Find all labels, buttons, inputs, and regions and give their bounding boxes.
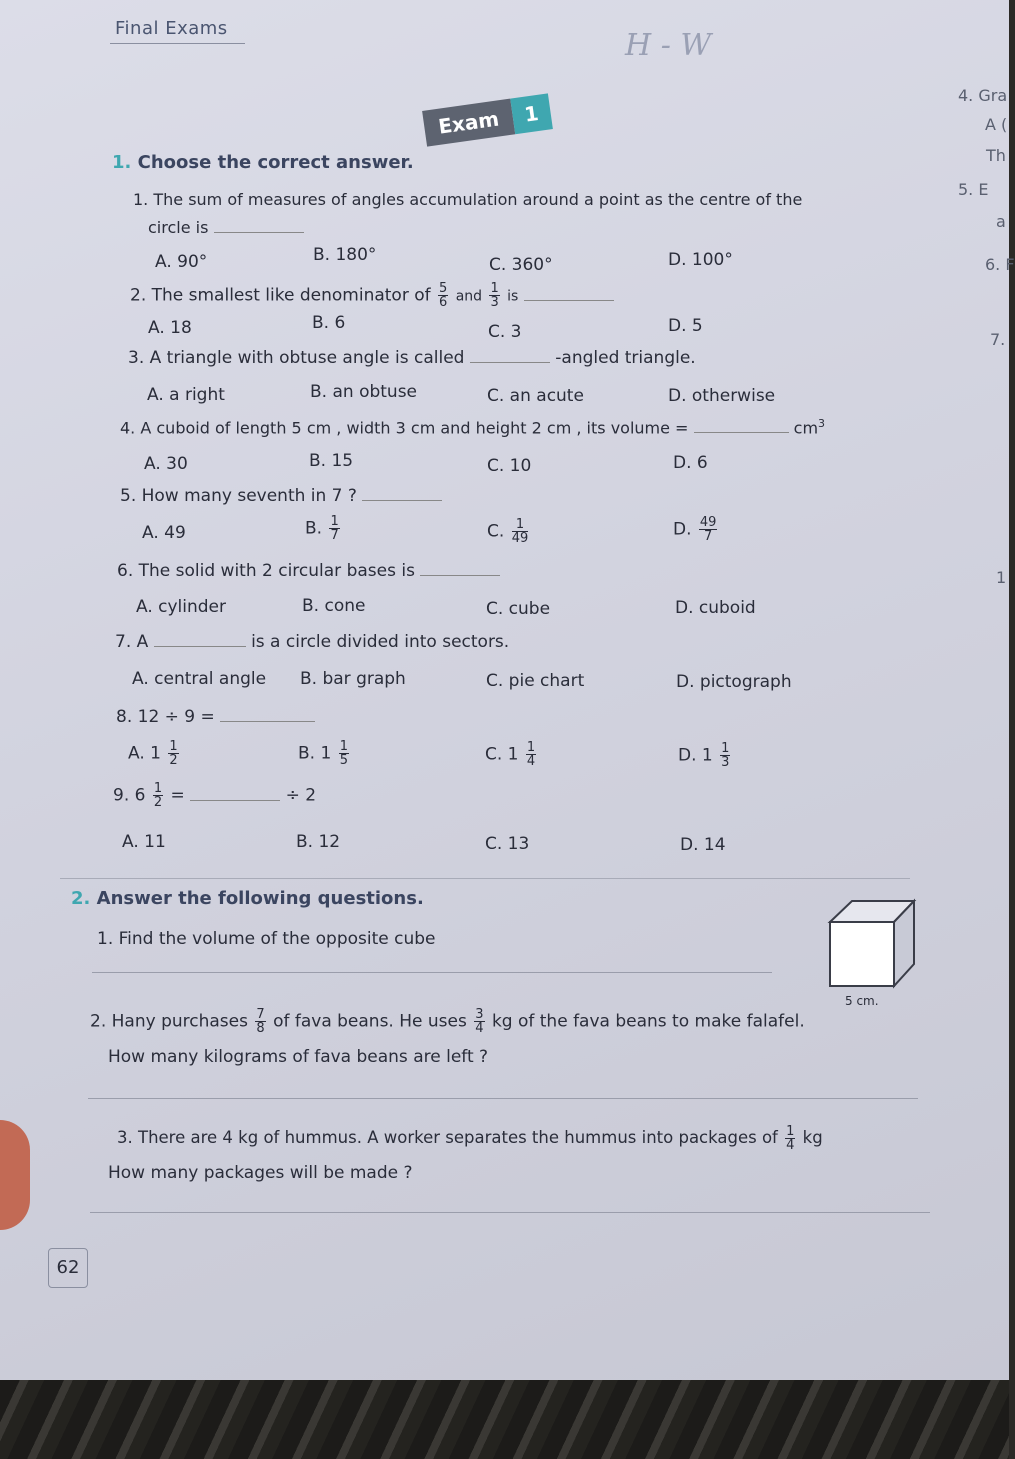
cube-dimension-label: 5 cm. [845,994,879,1008]
fraction [512,518,529,545]
answer-blank [694,432,789,433]
answer-blank [154,646,246,647]
numerator: 1 [512,518,529,532]
header-underline [110,43,245,44]
answer-blank [362,500,442,501]
section-2-heading: Answer the following questions. [96,888,424,909]
q1-option-d: D. 100° [668,250,733,270]
exam-badge-label: Exam [422,99,515,147]
answer-question-3 [117,1125,823,1152]
denominator: 2 [153,795,163,810]
cube-figure [826,898,918,990]
fraction [526,741,536,768]
numerator: 1 [169,739,178,754]
q7-option-c: C. pie chart [486,671,585,691]
question-9 [113,782,316,809]
section-divider [60,878,910,879]
question-1-cont [148,218,304,237]
q7-option-d: D. pictograph [676,672,792,692]
numerator: 1 [526,740,536,755]
fraction [339,740,349,767]
q5-option-b [305,515,342,542]
q6-option-a: A. cylinder [136,597,227,617]
answer-question-2-end: kg of the fava beans to make falafel. [491,1011,805,1032]
handwritten-note: H - W [625,28,712,63]
q2-option-d: D. 5 [668,316,703,336]
margin-text: 1 [996,568,1007,587]
option-label: B. 1 [298,743,332,764]
q9-option-b: B. 12 [296,832,341,852]
q2-option-c: C. 3 [488,322,522,342]
question-3-text: 3. A triangle with obtuse angle is called [128,348,465,368]
numerator: 1 [490,281,499,296]
q6-option-c: C. cube [486,599,551,619]
fraction [489,282,499,309]
question-1: 1. The sum of measures of angles accumulation around a point as the centre of the [133,190,803,209]
answer-question-3-text: 3. There are 4 kg of hummus. A worker separates the hummus into packages of [117,1128,778,1147]
q1-option-c: C. 360° [489,255,553,275]
numerator: 1 [786,1124,795,1139]
denominator: 7 [330,528,339,543]
answer-line [90,1212,930,1213]
margin-text: 7. [990,330,1006,349]
denominator: 6 [439,295,448,310]
answer-question-2-mid: of fava beans. He uses [273,1011,467,1032]
background-fabric [0,1380,1009,1459]
q8-option-c [485,741,538,768]
margin-text: a [996,212,1006,231]
denominator: 8 [256,1021,265,1036]
question-7-text: is a circle divided into sectors. [251,632,510,652]
answer-blank [420,575,500,576]
margin-text: 4. Gra [958,86,1008,105]
margin-text: Th [986,146,1006,165]
q3-option-b: B. an obtuse [310,382,418,402]
question-1-cont-text: circle is [148,218,209,237]
denominator: 4 [475,1021,484,1036]
numerator: 1 [153,781,163,796]
q6-option-d: D. cuboid [675,598,756,618]
question-3 [128,348,696,368]
q3-option-d: D. otherwise [668,386,776,406]
q7-option-a: A. central angle [132,669,267,689]
question-8-text: 8. 12 ÷ 9 = [116,707,215,727]
question-7-prefix: 7. A [115,632,149,652]
answer-blank [190,800,280,801]
cube-front-face [830,922,894,986]
q4-option-d: D. 6 [673,453,708,473]
fraction [168,740,178,767]
option-label: C. [487,521,505,542]
answer-blank [524,300,614,301]
question-4-unit: cm [793,418,819,438]
section-1-title [112,152,414,173]
denominator: 2 [169,753,178,768]
question-6-text: 6. The solid with 2 circular bases is [117,561,415,581]
denominator: 49 [511,531,529,546]
answer-blank [470,362,550,363]
section-2-number: 2. [71,888,91,909]
question-3-suffix: -angled triangle. [555,348,696,368]
numerator: 1 [721,741,730,756]
question-2 [130,282,614,309]
fraction [329,515,339,542]
fraction [438,282,448,309]
option-label: D. 1 [678,745,713,766]
page-number: 62 [48,1248,88,1288]
question-4-exponent: 3 [818,417,826,430]
q5-option-c [487,518,530,545]
exam-badge-number: 1 [510,93,553,134]
option-label: D. [673,519,692,540]
thumb-photo-artifact [0,1120,30,1230]
page-header: Final Exams [115,18,228,39]
margin-text: A ( [985,115,1008,134]
answer-line [92,972,772,973]
margin-text: 6. F [985,255,1015,274]
q8-option-b [298,740,351,767]
fraction [720,742,730,769]
section-1-heading: Choose the correct answer. [137,152,414,173]
q8-option-a [128,740,181,767]
question-9-suffix: ÷ 2 [285,785,317,806]
question-6 [117,561,500,581]
question-4 [120,417,825,437]
fraction [699,516,718,543]
question-2-and: and [455,288,483,305]
fraction [785,1125,795,1152]
q2-option-a: A. 18 [148,318,192,338]
answer-blank [220,721,315,722]
q4-option-b: B. 15 [309,451,354,471]
fraction [255,1008,265,1035]
fraction [153,782,163,809]
answer-blank [214,232,304,233]
denominator: 7 [704,529,713,544]
q1-option-a: A. 90° [155,252,208,272]
q6-option-b: B. cone [302,596,366,616]
q5-option-a: A. 49 [142,523,186,543]
denominator: 3 [490,295,499,310]
question-4-text: 4. A cuboid of length 5 cm , width 3 cm and height 2 cm , its volume = [120,418,689,438]
numerator: 1 [339,739,348,754]
answer-question-3-unit: kg [802,1128,823,1147]
denominator: 4 [786,1138,795,1153]
fraction [474,1008,484,1035]
q4-option-c: C. 10 [487,456,532,476]
denominator: 4 [526,754,536,769]
margin-text: 5. E [958,180,989,199]
q1-option-b: B. 180° [313,245,377,265]
answer-question-2-line2: How many kilograms of fava beans are left ? [108,1047,489,1067]
numerator: 7 [256,1007,265,1022]
exam-badge [422,93,553,146]
numerator: 5 [439,281,448,296]
option-label: A. 1 [128,743,161,764]
section-2-title [71,888,424,909]
question-5 [120,486,442,506]
answer-question-2-text: 2. Hany purchases [90,1011,248,1032]
q9-option-c: C. 13 [485,834,530,854]
numerator: 49 [699,515,717,530]
question-5-text: 5. How many seventh in 7 ? [120,486,357,506]
q9-option-a: A. 11 [122,832,166,852]
q2-option-b: B. 6 [312,313,346,333]
question-8 [116,707,315,727]
q4-option-a: A. 30 [144,454,188,474]
option-label: B. [305,518,323,539]
section-1-number: 1. [112,152,132,173]
q3-option-c: C. an acute [487,386,584,406]
answer-question-1: 1. Find the volume of the opposite cube [97,929,436,949]
q7-option-b: B. bar graph [300,669,406,689]
answer-question-2 [90,1008,805,1035]
question-7 [115,632,509,652]
numerator: 1 [330,514,339,529]
denominator: 5 [339,753,348,768]
question-2-text: 2. The smallest like denominator of [130,285,431,306]
q9-option-d: D. 14 [680,835,726,855]
answer-line [88,1098,918,1099]
question-9-equals: = [170,785,185,806]
q5-option-d [673,516,719,543]
q8-option-d [678,742,732,769]
numerator: 3 [475,1007,484,1022]
question-9-prefix: 9. 6 [113,785,146,806]
denominator: 3 [721,755,730,770]
answer-question-3-line2: How many packages will be made ? [108,1163,413,1183]
option-label: C. 1 [485,744,519,765]
q3-option-a: A. a right [147,385,225,405]
question-2-is: is [507,288,519,305]
